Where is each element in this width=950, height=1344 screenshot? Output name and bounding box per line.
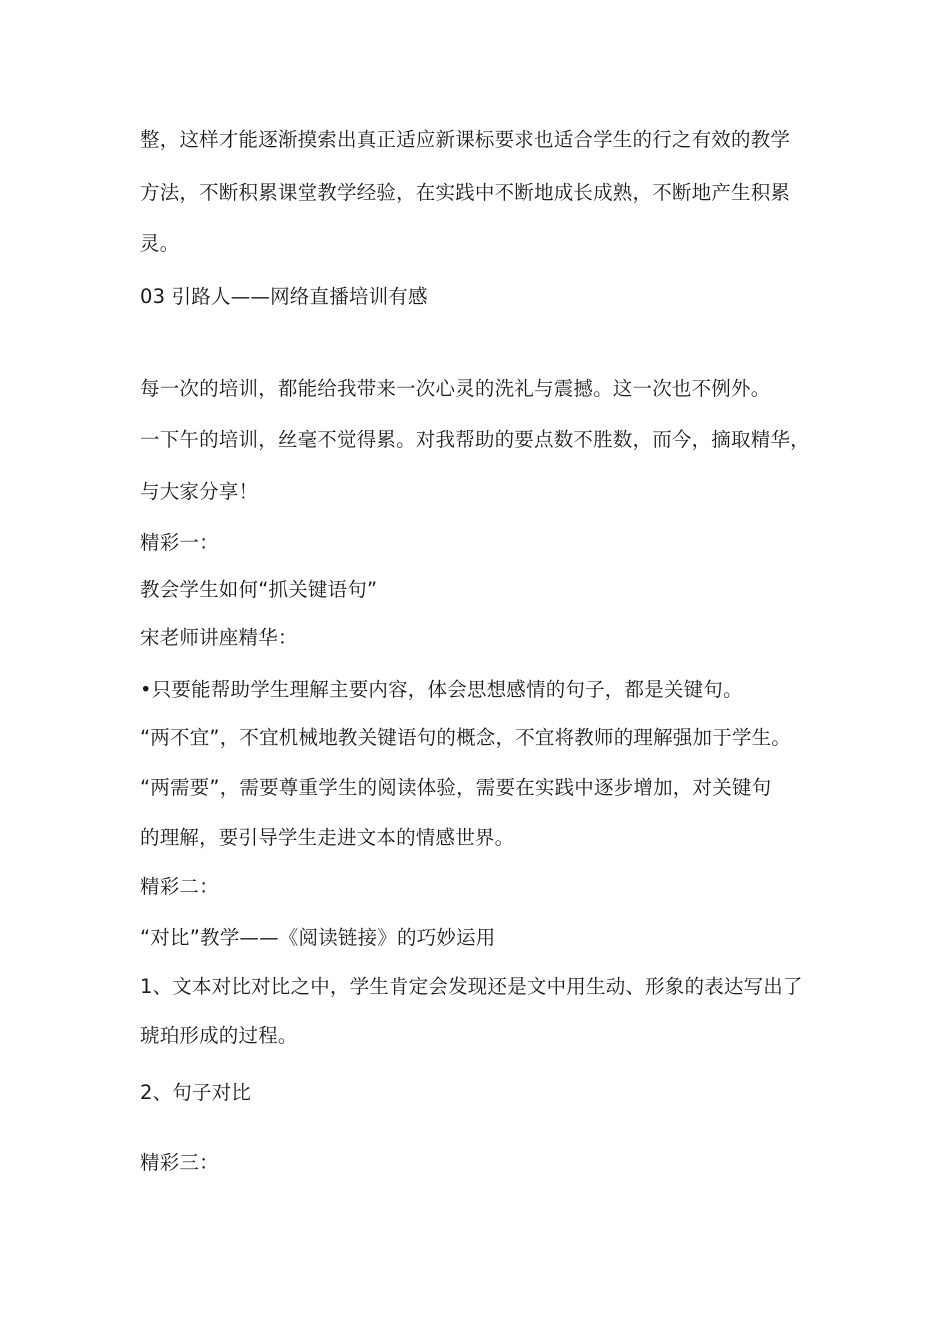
bullet-line: •只要能帮助学生理解主要内容，体会思想感情的句子，都是关键句。 (140, 678, 743, 701)
numbered-line: 2、句子对比 (140, 1081, 252, 1104)
subheading: 精彩二： (140, 875, 219, 898)
paragraph-line: 整，这样才能逐渐摸索出真正适应新课标要求也适合学生的行之有效的教学 (140, 128, 791, 151)
paragraph-line: 方法，不断积累课堂教学经验，在实践中不断地成长成熟，不断地产生积累 (140, 181, 791, 204)
paragraph-line: 每一次的培训，都能给我带来一次心灵的洗礼与震撼。这一次也不例外。 (140, 377, 771, 400)
paragraph-line: “对比”教学——《阅读链接》的巧妙运用 (140, 926, 496, 949)
section-heading: 03 引路人——网络直播培训有感 (140, 285, 428, 308)
numbered-line: 1、文本对比对比之中，学生肯定会发现还是文中用生动、形象的表达写出了 (140, 975, 803, 998)
paragraph-line: 琥珀形成的过程。 (140, 1024, 298, 1047)
paragraph-line: 与大家分享！ (140, 480, 259, 503)
subheading: 精彩一： (140, 531, 219, 554)
paragraph-line: 一下午的培训，丝毫不觉得累。对我帮助的要点数不胜数，而今，摘取精华， (140, 428, 810, 451)
paragraph-line: “两不宜”，不宜机械地教关键语句的概念，不宜将教师的理解强加于学生。 (140, 726, 792, 749)
subheading: 精彩三： (140, 1151, 219, 1174)
paragraph-line: 灵。 (140, 232, 180, 255)
paragraph-line: 教会学生如何“抓关键语句” (140, 578, 378, 601)
paragraph-line: “两需要”，需要尊重学生的阅读体验，需要在实践中逐步增加，对关键句 (140, 776, 772, 799)
paragraph-line: 的理解，要引导学生走进文本的情感世界。 (140, 826, 515, 849)
subheading: 宋老师讲座精华： (140, 626, 298, 649)
